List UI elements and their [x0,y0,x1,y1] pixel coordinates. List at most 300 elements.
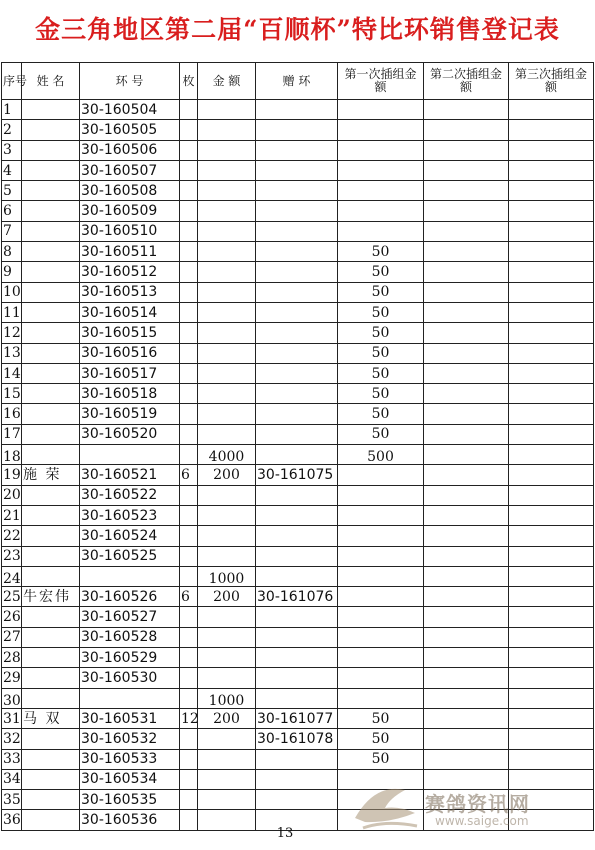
cell-name [22,181,80,201]
cell-insert-3 [509,160,594,180]
cell-insert-3 [509,363,594,383]
header-gift: 赠 环 [256,63,338,100]
cell-amount [198,242,256,262]
cell-ring: 30-160504 [80,100,180,120]
cell-no: 15 [2,384,22,404]
cell-name [22,140,80,160]
cell-ring: 30-160507 [80,160,180,180]
cell-insert-2 [424,100,509,120]
cell-gift [256,790,338,810]
cell-insert-2 [424,465,509,485]
cell-insert-1 [338,140,424,160]
cell-amount [198,323,256,343]
cell-insert-1 [338,160,424,180]
cell-amount [198,384,256,404]
registration-table [1,62,594,831]
cell-insert-1 [338,485,424,505]
cell-ring [80,566,180,586]
cell-no: 5 [2,181,22,201]
cell-no: 25 [2,587,22,607]
cell-amount: 1000 [198,566,256,586]
cell-ring: 30-160531 [80,708,180,728]
header-insert-1: 第一次插组金额 [338,63,424,100]
cell-amount [198,485,256,505]
cell-no: 29 [2,668,22,688]
cell-name [22,120,80,140]
table-row [2,526,594,546]
cell-qty [180,343,198,363]
cell-insert-1: 50 [338,302,424,322]
cell-ring: 30-160533 [80,749,180,769]
cell-amount [198,404,256,424]
cell-qty [180,546,198,566]
cell-amount [198,729,256,749]
cell-insert-2 [424,302,509,322]
cell-amount [198,201,256,221]
cell-no: 8 [2,242,22,262]
cell-insert-3 [509,445,594,465]
cell-ring: 30-160534 [80,769,180,789]
cell-qty [180,749,198,769]
cell-name [22,668,80,688]
cell-insert-1 [338,505,424,525]
cell-name: 马 双 [22,708,80,728]
cell-insert-3 [509,607,594,627]
cell-insert-2 [424,445,509,465]
cell-insert-1: 50 [338,282,424,302]
cell-name [22,566,80,586]
cell-gift [256,505,338,525]
cell-insert-1: 50 [338,384,424,404]
cell-ring: 30-160522 [80,485,180,505]
cell-no: 30 [2,688,22,708]
cell-insert-2 [424,343,509,363]
cell-insert-2 [424,566,509,586]
cell-no: 13 [2,343,22,363]
cell-insert-2 [424,221,509,241]
cell-insert-3 [509,668,594,688]
cell-insert-3 [509,729,594,749]
cell-name: 牛宏伟 [22,587,80,607]
cell-insert-1 [338,648,424,668]
cell-qty [180,302,198,322]
cell-name [22,627,80,647]
cell-gift [256,140,338,160]
cell-insert-2 [424,546,509,566]
cell-qty: 6 [180,465,198,485]
cell-insert-2 [424,242,509,262]
cell-qty [180,769,198,789]
cell-insert-3 [509,201,594,221]
table-row [2,302,594,322]
table-row [2,566,594,586]
cell-ring: 30-160530 [80,668,180,688]
cell-ring: 30-160520 [80,424,180,444]
cell-name [22,749,80,769]
table-body [2,100,594,831]
cell-ring: 30-160509 [80,201,180,221]
cell-no: 2 [2,120,22,140]
table-row [2,729,594,749]
cell-amount [198,160,256,180]
cell-qty [180,526,198,546]
cell-amount [198,526,256,546]
cell-insert-1: 50 [338,404,424,424]
watermark-text: 赛鸽资讯网 [425,792,530,816]
cell-no: 18 [2,445,22,465]
cell-name [22,607,80,627]
cell-name [22,505,80,525]
cell-name [22,302,80,322]
cell-ring: 30-160508 [80,181,180,201]
cell-insert-3 [509,323,594,343]
cell-qty [180,404,198,424]
cell-insert-1: 50 [338,363,424,383]
cell-no: 17 [2,424,22,444]
table-row [2,242,594,262]
cell-gift [256,323,338,343]
cell-name [22,648,80,668]
cell-name [22,160,80,180]
cell-gift [256,343,338,363]
table-row [2,181,594,201]
cell-no: 23 [2,546,22,566]
cell-insert-2 [424,140,509,160]
cell-ring: 30-160521 [80,465,180,485]
cell-qty [180,201,198,221]
cell-gift [256,282,338,302]
cell-insert-3 [509,140,594,160]
cell-ring [80,445,180,465]
cell-amount [198,363,256,383]
cell-ring: 30-160527 [80,607,180,627]
cell-insert-1 [338,668,424,688]
cell-insert-3 [509,343,594,363]
cell-insert-2 [424,749,509,769]
cell-gift [256,546,338,566]
cell-no: 20 [2,485,22,505]
cell-amount: 1000 [198,688,256,708]
cell-name [22,790,80,810]
cell-qty [180,160,198,180]
cell-gift [256,160,338,180]
cell-no: 35 [2,790,22,810]
cell-insert-2 [424,607,509,627]
cell-insert-1 [338,627,424,647]
cell-qty [180,140,198,160]
table-row [2,749,594,769]
cell-gift [256,384,338,404]
cell-gift: 30-161075 [256,465,338,485]
cell-gift [256,566,338,586]
cell-amount [198,424,256,444]
cell-insert-2 [424,708,509,728]
watermark [345,778,585,838]
table-row [2,587,594,607]
cell-insert-1: 50 [338,323,424,343]
cell-name [22,201,80,221]
cell-no: 28 [2,648,22,668]
cell-name [22,688,80,708]
cell-ring: 30-160535 [80,790,180,810]
cell-amount: 200 [198,465,256,485]
cell-gift [256,120,338,140]
cell-insert-2 [424,587,509,607]
cell-insert-1: 50 [338,424,424,444]
cell-insert-3 [509,546,594,566]
cell-no: 12 [2,323,22,343]
table-row [2,323,594,343]
cell-name [22,424,80,444]
header-name: 姓 名 [22,63,80,100]
cell-ring [80,688,180,708]
cell-no: 9 [2,262,22,282]
cell-name [22,546,80,566]
cell-no: 11 [2,302,22,322]
cell-insert-3 [509,404,594,424]
cell-qty [180,627,198,647]
cell-name [22,485,80,505]
cell-insert-1: 50 [338,262,424,282]
table-row [2,465,594,485]
cell-ring: 30-160511 [80,242,180,262]
header-ring: 环 号 [80,63,180,100]
cell-ring: 30-160536 [80,810,180,830]
cell-gift [256,769,338,789]
table-row [2,343,594,363]
cell-amount [198,749,256,769]
cell-qty [180,668,198,688]
table-row [2,505,594,525]
cell-qty: 12 [180,708,198,728]
cell-amount: 200 [198,708,256,728]
cell-no: 3 [2,140,22,160]
cell-no: 16 [2,404,22,424]
cell-insert-3 [509,302,594,322]
cell-gift [256,627,338,647]
cell-gift [256,181,338,201]
cell-insert-2 [424,627,509,647]
cell-ring: 30-160528 [80,627,180,647]
cell-insert-1 [338,201,424,221]
cell-qty [180,688,198,708]
cell-qty [180,729,198,749]
cell-insert-1 [338,465,424,485]
cell-qty [180,445,198,465]
cell-qty [180,424,198,444]
cell-amount: 200 [198,587,256,607]
cell-no: 36 [2,810,22,830]
cell-ring: 30-160510 [80,221,180,241]
cell-gift [256,526,338,546]
table-row [2,201,594,221]
cell-insert-2 [424,323,509,343]
cell-gift [256,424,338,444]
cell-insert-3 [509,648,594,668]
cell-insert-3 [509,282,594,302]
cell-insert-1: 50 [338,729,424,749]
cell-insert-2 [424,201,509,221]
cell-amount [198,668,256,688]
cell-insert-3 [509,262,594,282]
cell-gift [256,749,338,769]
cell-insert-3 [509,100,594,120]
cell-qty [180,262,198,282]
cell-gift [256,201,338,221]
cell-insert-3 [509,587,594,607]
cell-insert-1 [338,546,424,566]
cell-no: 19 [2,465,22,485]
page-number: 13 [276,826,294,841]
cell-amount [198,343,256,363]
cell-insert-1 [338,181,424,201]
cell-ring: 30-160516 [80,343,180,363]
cell-gift [256,607,338,627]
cell-insert-1: 50 [338,708,424,728]
cell-qty [180,242,198,262]
table-row [2,384,594,404]
table-row [2,485,594,505]
cell-name [22,729,80,749]
cell-gift [256,262,338,282]
cell-no: 27 [2,627,22,647]
cell-ring: 30-160524 [80,526,180,546]
cell-no: 7 [2,221,22,241]
cell-amount [198,100,256,120]
cell-insert-2 [424,262,509,282]
header-qty: 枚 [180,63,198,100]
cell-qty [180,120,198,140]
cell-amount [198,282,256,302]
cell-amount [198,769,256,789]
cell-insert-3 [509,485,594,505]
header-insert-3: 第三次插组金额 [509,63,594,100]
cell-no: 21 [2,505,22,525]
cell-qty [180,100,198,120]
cell-gift [256,221,338,241]
cell-insert-2 [424,668,509,688]
cell-gift [256,688,338,708]
cell-gift [256,445,338,465]
cell-no: 26 [2,607,22,627]
cell-insert-3 [509,627,594,647]
cell-no: 6 [2,201,22,221]
cell-insert-3 [509,505,594,525]
cell-insert-1 [338,221,424,241]
cell-name [22,221,80,241]
cell-name [22,404,80,424]
cell-name [22,343,80,363]
cell-insert-1: 500 [338,445,424,465]
cell-ring: 30-160526 [80,587,180,607]
cell-insert-3 [509,424,594,444]
cell-qty [180,607,198,627]
cell-insert-3 [509,181,594,201]
cell-insert-1 [338,100,424,120]
cell-ring: 30-160529 [80,648,180,668]
document-title: 金三角地区第二届“百顺杯”特比环销售登记表 [35,15,560,44]
cell-insert-1 [338,688,424,708]
table-row [2,424,594,444]
cell-insert-1 [338,120,424,140]
table-row [2,100,594,120]
cell-no: 34 [2,769,22,789]
cell-insert-3 [509,566,594,586]
cell-insert-3 [509,221,594,241]
cell-amount [198,221,256,241]
cell-no: 22 [2,526,22,546]
cell-no: 31 [2,708,22,728]
cell-insert-1: 50 [338,343,424,363]
table-row [2,708,594,728]
cell-name [22,282,80,302]
cell-qty [180,384,198,404]
table-row [2,648,594,668]
cell-insert-2 [424,181,509,201]
cell-name [22,323,80,343]
cell-name [22,526,80,546]
cell-insert-2 [424,505,509,525]
cell-amount: 4000 [198,445,256,465]
cell-ring: 30-160517 [80,363,180,383]
cell-qty [180,566,198,586]
cell-insert-2 [424,160,509,180]
cell-amount [198,607,256,627]
cell-insert-2 [424,282,509,302]
cell-no: 24 [2,566,22,586]
table-row [2,668,594,688]
cell-insert-1 [338,526,424,546]
cell-insert-3 [509,465,594,485]
cell-gift [256,648,338,668]
table-row [2,282,594,302]
cell-qty: 6 [180,587,198,607]
cell-gift [256,242,338,262]
cell-amount [198,627,256,647]
cell-qty [180,485,198,505]
cell-insert-2 [424,688,509,708]
cell-insert-1: 50 [338,242,424,262]
cell-insert-3 [509,242,594,262]
cell-qty [180,790,198,810]
cell-ring: 30-160514 [80,302,180,322]
cell-insert-3 [509,688,594,708]
cell-gift: 30-161076 [256,587,338,607]
table-row [2,262,594,282]
cell-ring: 30-160506 [80,140,180,160]
table-row [2,120,594,140]
header-row [2,63,594,100]
table-row [2,546,594,566]
table-row [2,627,594,647]
cell-name [22,262,80,282]
cell-amount [198,302,256,322]
cell-insert-2 [424,424,509,444]
pigeon-logo-icon [345,778,425,838]
cell-ring: 30-160512 [80,262,180,282]
cell-ring: 30-160515 [80,323,180,343]
cell-ring: 30-160523 [80,505,180,525]
cell-qty [180,505,198,525]
cell-gift [256,363,338,383]
header-no: 序号 [2,63,22,100]
cell-insert-2 [424,404,509,424]
cell-insert-1 [338,587,424,607]
cell-insert-3 [509,120,594,140]
cell-insert-2 [424,485,509,505]
cell-amount [198,546,256,566]
cell-no: 1 [2,100,22,120]
